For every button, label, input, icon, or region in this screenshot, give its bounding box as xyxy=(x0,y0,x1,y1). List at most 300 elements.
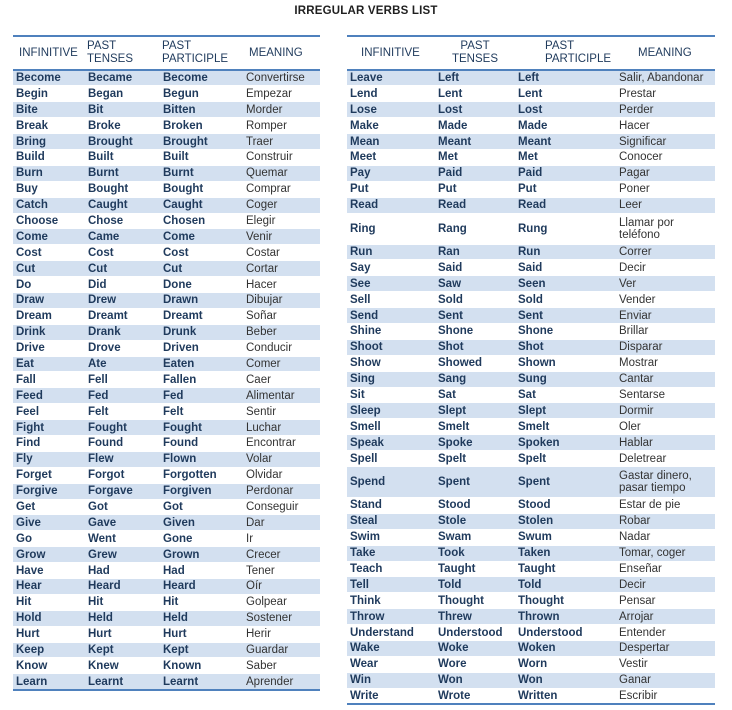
cell-meaning: Robar xyxy=(616,513,715,529)
table-row xyxy=(347,308,715,324)
cell-meaning: Oler xyxy=(616,419,715,435)
header-past-participle: PAST PARTICIPLE xyxy=(160,36,243,70)
cell-meaning: Traer xyxy=(243,134,320,150)
cell-past-tense: Came xyxy=(85,229,160,245)
cell-past-tense: Brought xyxy=(85,134,160,150)
cell-past-participle: Seen xyxy=(515,276,616,292)
cell-meaning: Caer xyxy=(243,372,320,388)
cell-infinitive: Drive xyxy=(13,340,85,356)
cell-meaning: Pagar xyxy=(616,165,715,181)
cell-past-participle: Thought xyxy=(515,593,616,609)
cell-past-tense: Hit xyxy=(85,594,160,610)
table-row xyxy=(347,641,715,657)
cell-infinitive: Wake xyxy=(347,641,435,657)
table-row xyxy=(347,451,715,467)
table-row xyxy=(13,181,320,197)
cell-meaning: Escribir xyxy=(616,688,715,704)
cell-meaning: Tener xyxy=(243,563,320,579)
cell-past-tense: Broke xyxy=(85,118,160,134)
cell-meaning: Perder xyxy=(616,102,715,118)
cell-past-tense: Meant xyxy=(435,134,515,150)
cell-meaning: Hacer xyxy=(616,118,715,134)
cell-infinitive: Draw xyxy=(13,292,85,308)
cell-meaning: Elegir xyxy=(243,213,320,229)
cell-infinitive: Forgive xyxy=(13,483,85,499)
cell-meaning: Tomar, coger xyxy=(616,545,715,561)
cell-infinitive: Sleep xyxy=(347,403,435,419)
cell-past-participle: Bitten xyxy=(160,102,243,118)
cell-past-tense: Swam xyxy=(435,529,515,545)
cell-past-tense: Woke xyxy=(435,641,515,657)
cell-past-participle: Thrown xyxy=(515,609,616,625)
cell-past-tense: Thought xyxy=(435,593,515,609)
cell-past-tense: Fell xyxy=(85,372,160,388)
cell-meaning: Conducir xyxy=(243,340,320,356)
cell-meaning: Llamar por teléfono xyxy=(616,213,715,244)
cell-infinitive: Drink xyxy=(13,324,85,340)
cell-past-participle: Sold xyxy=(515,292,616,308)
cell-meaning: Leer xyxy=(616,197,715,213)
cell-meaning: Decir xyxy=(616,260,715,276)
cell-past-participle: Come xyxy=(160,229,243,245)
cell-meaning: Disparar xyxy=(616,339,715,355)
cell-past-tense: Paid xyxy=(435,165,515,181)
table-row xyxy=(347,165,715,181)
cell-past-participle: Begun xyxy=(160,86,243,102)
table-row xyxy=(347,529,715,545)
table-row xyxy=(347,371,715,387)
cell-past-participle: Smelt xyxy=(515,419,616,435)
cell-past-participle: Spent xyxy=(515,466,616,497)
table-row xyxy=(13,134,320,150)
cell-past-participle: Built xyxy=(160,149,243,165)
cell-past-tense: Heard xyxy=(85,579,160,595)
table-header-row xyxy=(347,36,715,70)
cell-infinitive: Catch xyxy=(13,197,85,213)
cell-meaning: Comprar xyxy=(243,181,320,197)
cell-past-tense: Did xyxy=(85,277,160,293)
cell-past-participle: Fed xyxy=(160,388,243,404)
cell-infinitive: Learn xyxy=(13,674,85,690)
cell-past-participle: Forgotten xyxy=(160,467,243,483)
table-row xyxy=(347,260,715,276)
cell-past-tense: Threw xyxy=(435,609,515,625)
table-row xyxy=(13,563,320,579)
cell-infinitive: Buy xyxy=(13,181,85,197)
cell-meaning: Guardar xyxy=(243,642,320,658)
cell-past-tense: Shot xyxy=(435,339,515,355)
cell-infinitive: Fly xyxy=(13,451,85,467)
cell-past-tense: Shone xyxy=(435,323,515,339)
cell-past-tense: Saw xyxy=(435,276,515,292)
cell-infinitive: Hold xyxy=(13,610,85,626)
verbs-table-right xyxy=(347,35,715,705)
table-row xyxy=(347,276,715,292)
cell-past-participle: Brought xyxy=(160,134,243,150)
table-row xyxy=(13,499,320,515)
cell-past-tense: Wrote xyxy=(435,688,515,704)
cell-meaning: Coger xyxy=(243,197,320,213)
cell-past-tense: Forgot xyxy=(85,467,160,483)
cell-meaning: Sostener xyxy=(243,610,320,626)
cell-past-participle: Grown xyxy=(160,547,243,563)
cell-infinitive: Read xyxy=(347,197,435,213)
cell-infinitive: Sing xyxy=(347,371,435,387)
cell-past-participle: Flown xyxy=(160,451,243,467)
cell-meaning: Construir xyxy=(243,149,320,165)
cell-infinitive: Lose xyxy=(347,102,435,118)
cell-infinitive: Come xyxy=(13,229,85,245)
cell-past-tense: Ran xyxy=(435,244,515,260)
table-row xyxy=(13,642,320,658)
cell-infinitive: Tell xyxy=(347,577,435,593)
header-meaning: MEANING xyxy=(616,36,715,70)
table-row xyxy=(13,70,320,86)
table-row xyxy=(347,403,715,419)
cell-infinitive: Hurt xyxy=(13,626,85,642)
cell-past-participle: Met xyxy=(515,149,616,165)
table-row xyxy=(347,197,715,213)
cell-past-participle: Drawn xyxy=(160,292,243,308)
cell-infinitive: Bite xyxy=(13,102,85,118)
cell-past-tense: Made xyxy=(435,118,515,134)
cell-meaning: Herir xyxy=(243,626,320,642)
cell-past-participle: Cut xyxy=(160,261,243,277)
cell-infinitive: Think xyxy=(347,593,435,609)
cell-past-participle: Heard xyxy=(160,579,243,595)
cell-past-participle: Spelt xyxy=(515,451,616,467)
cell-past-participle: Had xyxy=(160,563,243,579)
cell-past-participle: Meant xyxy=(515,134,616,150)
cell-meaning: Morder xyxy=(243,102,320,118)
cell-past-participle: Made xyxy=(515,118,616,134)
table-row xyxy=(13,547,320,563)
cell-past-participle: Told xyxy=(515,577,616,593)
cell-meaning: Ver xyxy=(616,276,715,292)
cell-infinitive: Smell xyxy=(347,419,435,435)
cell-infinitive: Teach xyxy=(347,561,435,577)
cell-past-participle: Worn xyxy=(515,656,616,672)
cell-past-tense: Drew xyxy=(85,292,160,308)
table-row xyxy=(13,610,320,626)
cell-infinitive: Send xyxy=(347,308,435,324)
cell-meaning: Poner xyxy=(616,181,715,197)
header-infinitive: INFINITIVE xyxy=(13,36,85,70)
table-row xyxy=(347,213,715,244)
cell-infinitive: Mean xyxy=(347,134,435,150)
table-row xyxy=(13,356,320,372)
cell-meaning: Soñar xyxy=(243,308,320,324)
cell-past-participle: Left xyxy=(515,70,616,86)
table-row xyxy=(347,181,715,197)
cell-meaning: Arrojar xyxy=(616,609,715,625)
cell-past-tense: Fought xyxy=(85,420,160,436)
table-row xyxy=(13,118,320,134)
cell-infinitive: Eat xyxy=(13,356,85,372)
cell-past-participle: Fought xyxy=(160,420,243,436)
table-row xyxy=(347,102,715,118)
cell-past-tense: Sent xyxy=(435,308,515,324)
cell-meaning: Conocer xyxy=(616,149,715,165)
table-row xyxy=(13,420,320,436)
cell-past-tense: Said xyxy=(435,260,515,276)
cell-infinitive: Find xyxy=(13,435,85,451)
table-row xyxy=(347,323,715,339)
table-row xyxy=(13,531,320,547)
cell-meaning: Despertar xyxy=(616,641,715,657)
cell-meaning: Deletrear xyxy=(616,451,715,467)
table-row xyxy=(13,451,320,467)
cell-infinitive: Bring xyxy=(13,134,85,150)
cell-past-participle: Held xyxy=(160,610,243,626)
table-row xyxy=(347,561,715,577)
table-row xyxy=(347,419,715,435)
cell-infinitive: Hear xyxy=(13,579,85,595)
cell-past-participle: Shone xyxy=(515,323,616,339)
cell-meaning: Costar xyxy=(243,245,320,261)
cell-past-participle: Slept xyxy=(515,403,616,419)
cell-meaning: Dormir xyxy=(616,403,715,419)
header-past-participle: PAST PARTICIPLE xyxy=(515,36,616,70)
cell-meaning: Vender xyxy=(616,292,715,308)
cell-meaning: Enseñar xyxy=(616,561,715,577)
cell-past-participle: Dreamt xyxy=(160,308,243,324)
cell-past-participle: Spoken xyxy=(515,435,616,451)
cell-infinitive: Choose xyxy=(13,213,85,229)
cell-infinitive: Begin xyxy=(13,86,85,102)
cell-past-participle: Lent xyxy=(515,86,616,102)
cell-meaning: Volar xyxy=(243,451,320,467)
cell-past-participle: Run xyxy=(515,244,616,260)
cell-infinitive: Forget xyxy=(13,467,85,483)
cell-past-tense: Told xyxy=(435,577,515,593)
cell-past-tense: Slept xyxy=(435,403,515,419)
cell-past-participle: Swum xyxy=(515,529,616,545)
cell-past-participle: Written xyxy=(515,688,616,704)
cell-infinitive: Dream xyxy=(13,308,85,324)
cell-infinitive: Sell xyxy=(347,292,435,308)
table-row xyxy=(347,118,715,134)
cell-past-participle: Given xyxy=(160,515,243,531)
cell-infinitive: Write xyxy=(347,688,435,704)
table-row xyxy=(347,625,715,641)
cell-past-tense: Stole xyxy=(435,513,515,529)
cell-meaning: Dar xyxy=(243,515,320,531)
cell-past-tense: Caught xyxy=(85,197,160,213)
cell-meaning: Beber xyxy=(243,324,320,340)
cell-infinitive: Spell xyxy=(347,451,435,467)
cell-meaning: Correr xyxy=(616,244,715,260)
cell-past-tense: Stood xyxy=(435,497,515,513)
cell-infinitive: Grow xyxy=(13,547,85,563)
cell-past-participle: Won xyxy=(515,672,616,688)
cell-past-participle: Rung xyxy=(515,213,616,244)
cell-past-participle: Bought xyxy=(160,181,243,197)
cell-infinitive: Build xyxy=(13,149,85,165)
cell-meaning: Sentarse xyxy=(616,387,715,403)
table-row xyxy=(13,197,320,213)
cell-past-participle: Sent xyxy=(515,308,616,324)
cell-past-tense: Taught xyxy=(435,561,515,577)
cell-past-participle: Shown xyxy=(515,355,616,371)
cell-infinitive: Fall xyxy=(13,372,85,388)
cell-past-participle: Forgiven xyxy=(160,483,243,499)
table-body-left xyxy=(13,70,320,690)
table-row xyxy=(13,515,320,531)
cell-past-tense: Flew xyxy=(85,451,160,467)
verbs-table-left xyxy=(13,35,320,691)
cell-infinitive: Cut xyxy=(13,261,85,277)
cell-past-tense: Grew xyxy=(85,547,160,563)
cell-meaning: Comer xyxy=(243,356,320,372)
cell-infinitive: Run xyxy=(347,244,435,260)
cell-past-participle: Stood xyxy=(515,497,616,513)
table-row xyxy=(13,658,320,674)
table-row xyxy=(347,292,715,308)
cell-past-tense: Found xyxy=(85,435,160,451)
cell-past-participle: Driven xyxy=(160,340,243,356)
cell-infinitive: Swim xyxy=(347,529,435,545)
cell-infinitive: Meet xyxy=(347,149,435,165)
cell-past-participle: Said xyxy=(515,260,616,276)
cell-infinitive: Leave xyxy=(347,70,435,86)
cell-past-participle: Felt xyxy=(160,404,243,420)
cell-infinitive: Cost xyxy=(13,245,85,261)
cell-meaning: Venir xyxy=(243,229,320,245)
cell-infinitive: Speak xyxy=(347,435,435,451)
cell-meaning: Saber xyxy=(243,658,320,674)
table-row xyxy=(347,244,715,260)
cell-infinitive: Become xyxy=(13,70,85,86)
cell-meaning: Convertirse xyxy=(243,70,320,86)
table-row xyxy=(347,70,715,86)
cell-meaning: Oír xyxy=(243,579,320,595)
page-title: IRREGULAR VERBS LIST xyxy=(294,5,438,17)
table-row xyxy=(347,688,715,704)
cell-infinitive: See xyxy=(347,276,435,292)
cell-past-tense: Knew xyxy=(85,658,160,674)
table-header-row xyxy=(13,36,320,70)
cell-past-participle: Got xyxy=(160,499,243,515)
cell-past-participle: Sung xyxy=(515,371,616,387)
header-past-tenses: PAST TENSES xyxy=(435,36,515,70)
cell-infinitive: Show xyxy=(347,355,435,371)
cell-meaning: Sentir xyxy=(243,404,320,420)
cell-infinitive: Put xyxy=(347,181,435,197)
cell-past-tense: Learnt xyxy=(85,674,160,690)
table-row xyxy=(347,545,715,561)
cell-past-tense: Sang xyxy=(435,371,515,387)
table-row xyxy=(347,497,715,513)
cell-past-participle: Learnt xyxy=(160,674,243,690)
cell-past-tense: Met xyxy=(435,149,515,165)
cell-past-tense: Held xyxy=(85,610,160,626)
table-row xyxy=(13,626,320,642)
cell-infinitive: Get xyxy=(13,499,85,515)
table-row xyxy=(13,213,320,229)
cell-past-tense: Burnt xyxy=(85,165,160,181)
cell-meaning: Golpear xyxy=(243,594,320,610)
cell-past-tense: Gave xyxy=(85,515,160,531)
cell-meaning: Cantar xyxy=(616,371,715,387)
table-row xyxy=(347,656,715,672)
cell-meaning: Dibujar xyxy=(243,292,320,308)
cell-meaning: Entender xyxy=(616,625,715,641)
table-row xyxy=(13,86,320,102)
cell-past-tense: Lost xyxy=(435,102,515,118)
table-row xyxy=(347,387,715,403)
cell-meaning: Estar de pie xyxy=(616,497,715,513)
table-row xyxy=(13,435,320,451)
header-infinitive: INFINITIVE xyxy=(347,36,435,70)
cell-infinitive: Say xyxy=(347,260,435,276)
cell-past-participle: Understood xyxy=(515,625,616,641)
table-row xyxy=(347,577,715,593)
cell-infinitive: Do xyxy=(13,277,85,293)
cell-past-tense: Became xyxy=(85,70,160,86)
cell-past-tense: Wore xyxy=(435,656,515,672)
cell-past-tense: Got xyxy=(85,499,160,515)
table-row xyxy=(13,292,320,308)
cell-infinitive: Wear xyxy=(347,656,435,672)
cell-meaning: Encontrar xyxy=(243,435,320,451)
table-row xyxy=(13,404,320,420)
cell-meaning: Perdonar xyxy=(243,483,320,499)
table-row xyxy=(13,149,320,165)
cell-meaning: Alimentar xyxy=(243,388,320,404)
cell-past-tense: Kept xyxy=(85,642,160,658)
cell-meaning: Mostrar xyxy=(616,355,715,371)
table-row xyxy=(13,467,320,483)
cell-infinitive: Stand xyxy=(347,497,435,513)
cell-past-participle: Broken xyxy=(160,118,243,134)
cell-infinitive: Take xyxy=(347,545,435,561)
cell-past-participle: Shot xyxy=(515,339,616,355)
cell-past-tense: Left xyxy=(435,70,515,86)
table-row xyxy=(347,593,715,609)
cell-past-tense: Drove xyxy=(85,340,160,356)
cell-past-participle: Put xyxy=(515,181,616,197)
cell-infinitive: Know xyxy=(13,658,85,674)
cell-past-tense: Read xyxy=(435,197,515,213)
cell-meaning: Decir xyxy=(616,577,715,593)
cell-past-participle: Woken xyxy=(515,641,616,657)
cell-past-tense: Dreamt xyxy=(85,308,160,324)
cell-past-participle: Sat xyxy=(515,387,616,403)
cell-meaning: Pensar xyxy=(616,593,715,609)
cell-meaning: Cortar xyxy=(243,261,320,277)
cell-past-participle: Burnt xyxy=(160,165,243,181)
cell-past-tense: Fed xyxy=(85,388,160,404)
cell-meaning: Crecer xyxy=(243,547,320,563)
table-row xyxy=(13,277,320,293)
cell-past-tense: Forgave xyxy=(85,483,160,499)
cell-meaning: Romper xyxy=(243,118,320,134)
cell-past-participle: Become xyxy=(160,70,243,86)
cell-past-tense: Cut xyxy=(85,261,160,277)
table-row xyxy=(347,672,715,688)
cell-infinitive: Feel xyxy=(13,404,85,420)
cell-meaning: Hacer xyxy=(243,277,320,293)
cell-past-tense: Rang xyxy=(435,213,515,244)
cell-past-participle: Read xyxy=(515,197,616,213)
table-row xyxy=(13,165,320,181)
table-row xyxy=(13,372,320,388)
table-row xyxy=(347,466,715,497)
table-row xyxy=(13,324,320,340)
cell-past-tense: Understood xyxy=(435,625,515,641)
cell-infinitive: Go xyxy=(13,531,85,547)
